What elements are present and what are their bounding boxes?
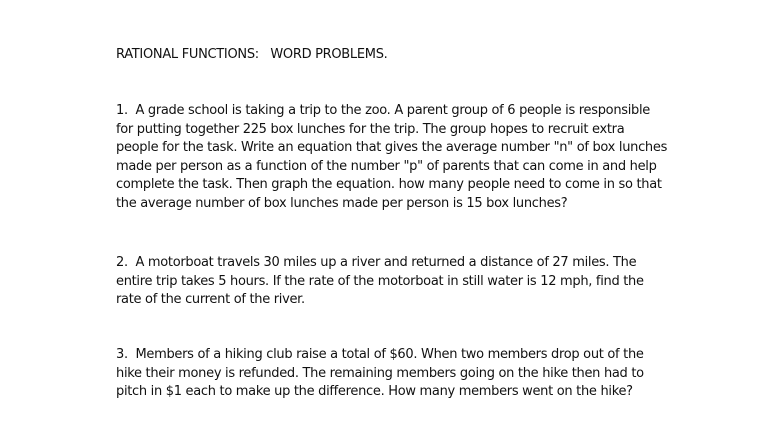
problem-3-line-2: hike their money is refunded. The remaining members going on the hike then had to <box>116 365 644 381</box>
problem-2 <box>116 254 656 310</box>
problem-1-line-1: 1. A grade school is taking a trip to the zoo. A parent group of 6 people is responsible <box>116 103 651 118</box>
problem-2-line-2: entire trip takes 5 hours. If the rate of the motorboat in still water is 12 mph, find the <box>116 273 644 289</box>
problem-1-line-5: complete the task. Then graph the equation. how many people need to come in so that <box>116 177 662 193</box>
problem-2-line-1: 2. A motorboat travels 30 miles up a river and returned a distance of 27 miles. The <box>116 255 637 270</box>
problem-3-line-1: 3. Members of a hiking club raise a total of $60. When two members drop out of the <box>116 347 644 362</box>
problem-1-line-2: for putting together 225 box lunches for the trip. The group hopes to recruit extra <box>116 121 625 137</box>
problem-1-line-3: people for the task. Write an equation that gives the average number "n" of box lunches <box>116 140 668 156</box>
problem-2-line-3: rate of the current of the river. <box>116 292 305 308</box>
problem-1 <box>116 102 668 214</box>
problem-3 <box>116 346 656 402</box>
document-title: RATIONAL FUNCTIONS: WORD PROBLEMS. <box>116 47 388 62</box>
problem-1-line-6: the average number of box lunches made per person is 15 box lunches? <box>116 195 568 211</box>
problem-1-line-4: made per person as a function of the number "p" of parents that can come in and help <box>116 158 657 174</box>
problem-3-line-3: pitch in $1 each to make up the difference. How many members went on the hike? <box>116 384 633 400</box>
